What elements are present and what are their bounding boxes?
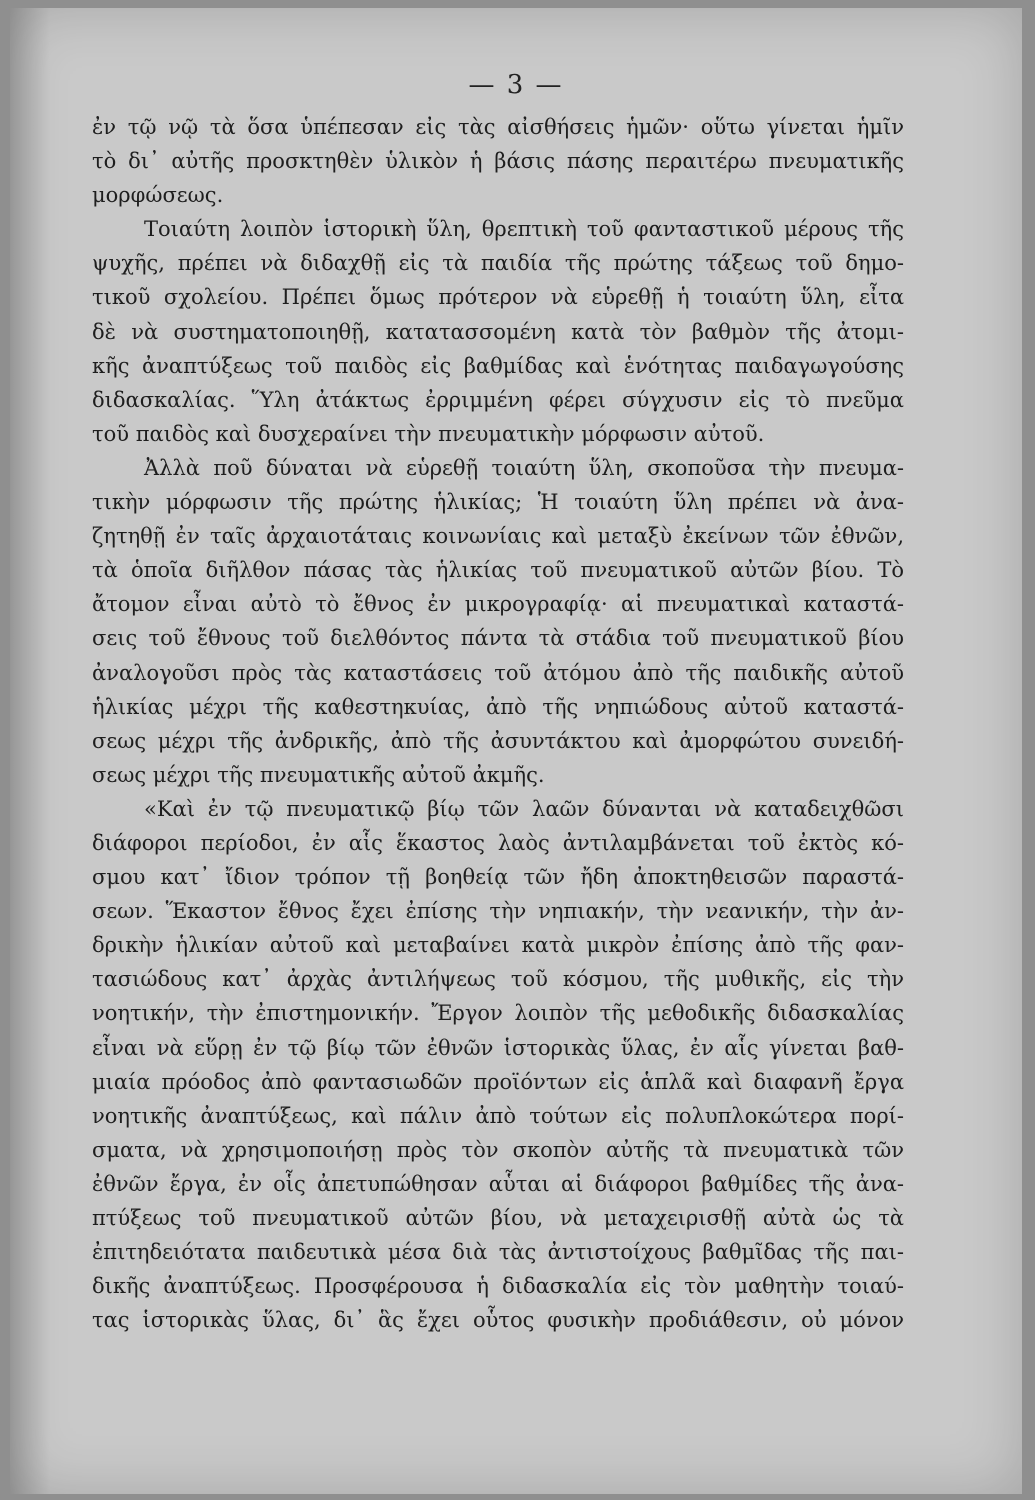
page-number: — 3 — xyxy=(468,70,564,100)
text-line: πτύξεως τοῦ πνευματικοῦ αὐτῶν βίου, νὰ μεταχειρισθῇ αὐτὰ ὡς τὰ xyxy=(92,1206,904,1230)
text-line: ἐν τῷ νῷ τὰ ὅσα ὑπέπεσαν εἰς τὰς αἰσθήσεις ἡμῶν· οὕτω γίνεται ἡμῖν xyxy=(92,115,904,139)
text-line: ἐπιτηδειότατα παιδευτικὰ μέσα διὰ τὰς ἀντιστοίχους βαθμῖδας τῆς παι- xyxy=(92,1240,904,1265)
text-line: «Καὶ ἐν τῷ πνευματικῷ βίῳ τῶν λαῶν δύνανται νὰ καταδειχθῶσι xyxy=(144,796,904,821)
text-line: σεως μέχρι τῆς πνευματικῆς αὐτοῦ ἀκμῆς. xyxy=(92,762,545,787)
text-line: δὲ νὰ συστηματοποιηθῇ, κατατασσομένη κατὰ τὸν βαθμὸν τῆς ἀτομι- xyxy=(92,319,904,344)
text-line: δρικὴν ἡλικίαν αὐτοῦ καὶ μεταβαίνει κατὰ μικρὸν ἐπίσης ἀπὸ τῆς φαν- xyxy=(92,933,904,958)
text-line: ἡλικίας μέχρι τῆς καθεστηκυίας, ἀπὸ τῆς νηπιώδους αὐτοῦ καταστά- xyxy=(92,694,904,719)
text-line: τὸ δι᾽ αὐτῆς προσκτηθὲν ὑλικὸν ἡ βάσις πάσης περαιτέρω πνευματικῆς xyxy=(92,149,904,174)
text-line: σεως μέχρι τῆς ἀνδρικῆς, ἀπὸ τῆς ἀσυντάκτου καὶ ἀμορφώτου συνειδή- xyxy=(92,728,904,753)
text-line: νοητικήν, τὴν ἐπιστημονικήν. Ἔργον λοιπὸν τῆς μεθοδικῆς διδασκαλίας xyxy=(92,1001,904,1026)
body-text xyxy=(92,110,904,1337)
text-line: διδασκαλίας. Ὕλη ἀτάκτως ἐρριμμένη φέρει σύγχυσιν εἰς τὸ πνεῦμα xyxy=(92,387,904,412)
text-line: μορφώσεως. xyxy=(92,183,224,208)
text-line: ἀναλογοῦσι πρὸς τὰς καταστάσεις τοῦ ἀτόμου ἀπὸ τῆς παιδικῆς αὐτοῦ xyxy=(92,660,904,685)
text-line: τοῦ παιδὸς καὶ δυσχεραίνει τὴν πνευματικὴν μόρφωσιν αὐτοῦ. xyxy=(92,421,765,446)
text-line: δικῆς ἀναπτύξεως. Προσφέρουσα ἡ διδασκαλία εἰς τὸν μαθητὴν τοιαύ- xyxy=(92,1274,904,1299)
text-line: Τοιαύτη λοιπὸν ἱστορικὴ ὕλη, θρεπτικὴ τοῦ φανταστικοῦ μέρους τῆς xyxy=(144,217,904,242)
text-line: σεων. Ἕκαστον ἔθνος ἔχει ἐπίσης τὴν νηπιακήν, τὴν νεανικήν, τὴν ἀν- xyxy=(92,899,904,924)
text-line: σματα, νὰ χρησιμοποιήσῃ πρὸς τὸν σκοπὸν αὐτῆς τὰ πνευματικὰ τῶν xyxy=(92,1137,904,1162)
text-line: τὰ ὁποῖα διῆλθον πάσας τὰς ἡλικίας τοῦ πνευματικοῦ αὐτῶν βίου. Τὸ xyxy=(92,558,904,583)
book-page xyxy=(10,8,1022,1494)
text-line: τας ἱστορικὰς ὕλας, δι᾽ ἃς ἔχει οὗτος φυσικὴν προδιάθεσιν, οὐ μόνον xyxy=(92,1308,904,1333)
text-line: τικὴν μόρφωσιν τῆς πρώτης ἡλικίας; Ἡ τοιαύτη ὕλη πρέπει νὰ ἀνα- xyxy=(92,490,904,515)
text-line: μιαία πρόοδος ἀπὸ φαντασιωδῶν προϊόντων εἰς ἁπλᾶ καὶ διαφανῆ ἔργα xyxy=(92,1069,904,1094)
text-line: διάφοροι περίοδοι, ἐν αἷς ἕκαστος λαὸς ἀντιλαμβάνεται τοῦ ἐκτὸς κό- xyxy=(92,830,904,855)
text-line: ἄτομον εἶναι αὐτὸ τὸ ἔθνος ἐν μικρογραφίᾳ· αἱ πνευματικαὶ καταστά- xyxy=(92,592,904,617)
text-line: σμου κατ᾽ ἴδιον τρόπον τῇ βοηθείᾳ τῶν ἤδη ἀποκτηθεισῶν παραστά- xyxy=(92,865,904,890)
text-line: ψυχῆς, πρέπει νὰ διδαχθῇ εἰς τὰ παιδία τῆς πρώτης τάξεως τοῦ δημο- xyxy=(92,251,904,276)
text-line: κῆς ἀναπτύξεως τοῦ παιδὸς εἰς βαθμίδας καὶ ἑνότητας παιδαγωγούσης xyxy=(92,353,904,378)
text-line: τασιώδους κατ᾽ ἀρχὰς ἀντιλήψεως τοῦ κόσμου, τῆς μυθικῆς, εἰς τὴν xyxy=(92,967,904,992)
text-line: τικοῦ σχολείου. Πρέπει ὅμως πρότερον νὰ εὑρεθῇ ἡ τοιαύτη ὕλη, εἶτα xyxy=(92,285,904,310)
text-line: ἐθνῶν ἔργα, ἐν οἷς ἀπετυπώθησαν αὗται αἱ διάφοροι βαθμίδες τῆς ἀνα- xyxy=(92,1171,904,1196)
text-line: Ἀλλὰ ποῦ δύναται νὰ εὑρεθῇ τοιαύτη ὕλη, σκοποῦσα τὴν πνευμα- xyxy=(144,455,904,480)
text-line: νοητικῆς ἀναπτύξεως, καὶ πάλιν ἀπὸ τούτων εἰς πολυπλοκώτερα πορί- xyxy=(92,1103,904,1128)
text-line: εἶναι νὰ εὕρῃ ἐν τῷ βίῳ τῶν ἐθνῶν ἱστορικὰς ὕλας, ἐν αἷς γίνεται βαθ- xyxy=(92,1035,904,1060)
text-line: σεις τοῦ ἔθνους τοῦ διελθόντος πάντα τὰ στάδια τοῦ πνευματικοῦ βίου xyxy=(92,626,904,651)
text-line: ζητηθῇ ἐν ταῖς ἀρχαιοτάταις κοινωνίαις καὶ μεταξὺ ἐκείνων τῶν ἐθνῶν, xyxy=(92,524,904,549)
